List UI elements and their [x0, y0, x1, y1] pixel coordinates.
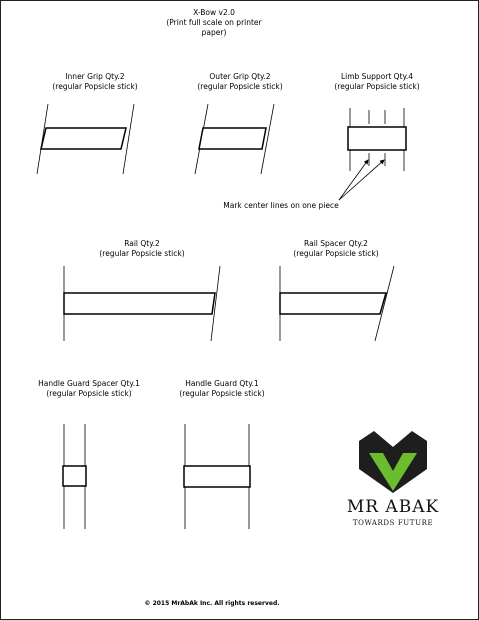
rail-material: (regular Popsicle stick)	[99, 248, 185, 258]
handle-guard-spacer-shape	[63, 466, 86, 486]
annotation-arrow-2	[339, 160, 384, 200]
annotation-arrows	[339, 160, 384, 200]
rail-spacer-name: Rail Spacer Qty.2	[304, 239, 368, 248]
handle-guard-spacer-drawing	[63, 424, 86, 529]
rail-name: Rail Qty.2	[124, 239, 160, 248]
handle-guard-shape	[184, 466, 250, 487]
outer-grip-shape	[199, 128, 266, 149]
inner-grip-material: (regular Popsicle stick)	[52, 81, 138, 91]
handle-guard-drawing	[184, 424, 250, 529]
rail-drawing	[64, 266, 220, 341]
handle-guard-name: Handle Guard Qty.1	[185, 379, 259, 388]
inner-grip-right-cut-line	[123, 104, 134, 174]
logo-tagline: TOWARDS FUTURE	[352, 519, 434, 527]
copyright-text: © 2015 MrAbAk Inc. All rights reserved.	[144, 600, 280, 607]
rail-spacer-shape	[280, 293, 386, 314]
inner-grip-drawing	[37, 104, 134, 174]
limb-support-shape	[348, 127, 406, 150]
limb-support-drawing	[348, 108, 406, 171]
handle-guard-material: (regular Popsicle stick)	[179, 388, 265, 398]
logo-name: MR ABAK	[346, 497, 440, 517]
outer-grip-material: (regular Popsicle stick)	[197, 81, 283, 91]
inner-grip-shape	[41, 128, 126, 149]
mr-abak-logo-icon	[359, 431, 427, 493]
handle-guard-spacer-name: Handle Guard Spacer Qty.1	[38, 379, 140, 388]
outer-grip-name: Outer Grip Qty.2	[209, 72, 271, 81]
annotation-text: Mark center lines on one piece	[223, 201, 339, 210]
document-title: X-Bow v2.0	[193, 8, 235, 17]
inner-grip-name: Inner Grip Qty.2	[65, 72, 125, 81]
rail-spacer-material: (regular Popsicle stick)	[293, 248, 379, 258]
rail-shape	[64, 293, 215, 314]
limb-support-name: Limb Support Qty.4	[340, 72, 414, 81]
annotation-arrow-1	[339, 160, 368, 200]
limb-support-material: (regular Popsicle stick)	[334, 81, 420, 91]
rail-spacer-drawing	[280, 266, 394, 341]
handle-guard-spacer-material: (regular Popsicle stick)	[46, 388, 132, 398]
outer-grip-drawing	[195, 104, 274, 174]
document-subtitle-line2: paper)	[201, 28, 227, 37]
document-subtitle-line1: (Print full scale on printer	[166, 18, 262, 27]
